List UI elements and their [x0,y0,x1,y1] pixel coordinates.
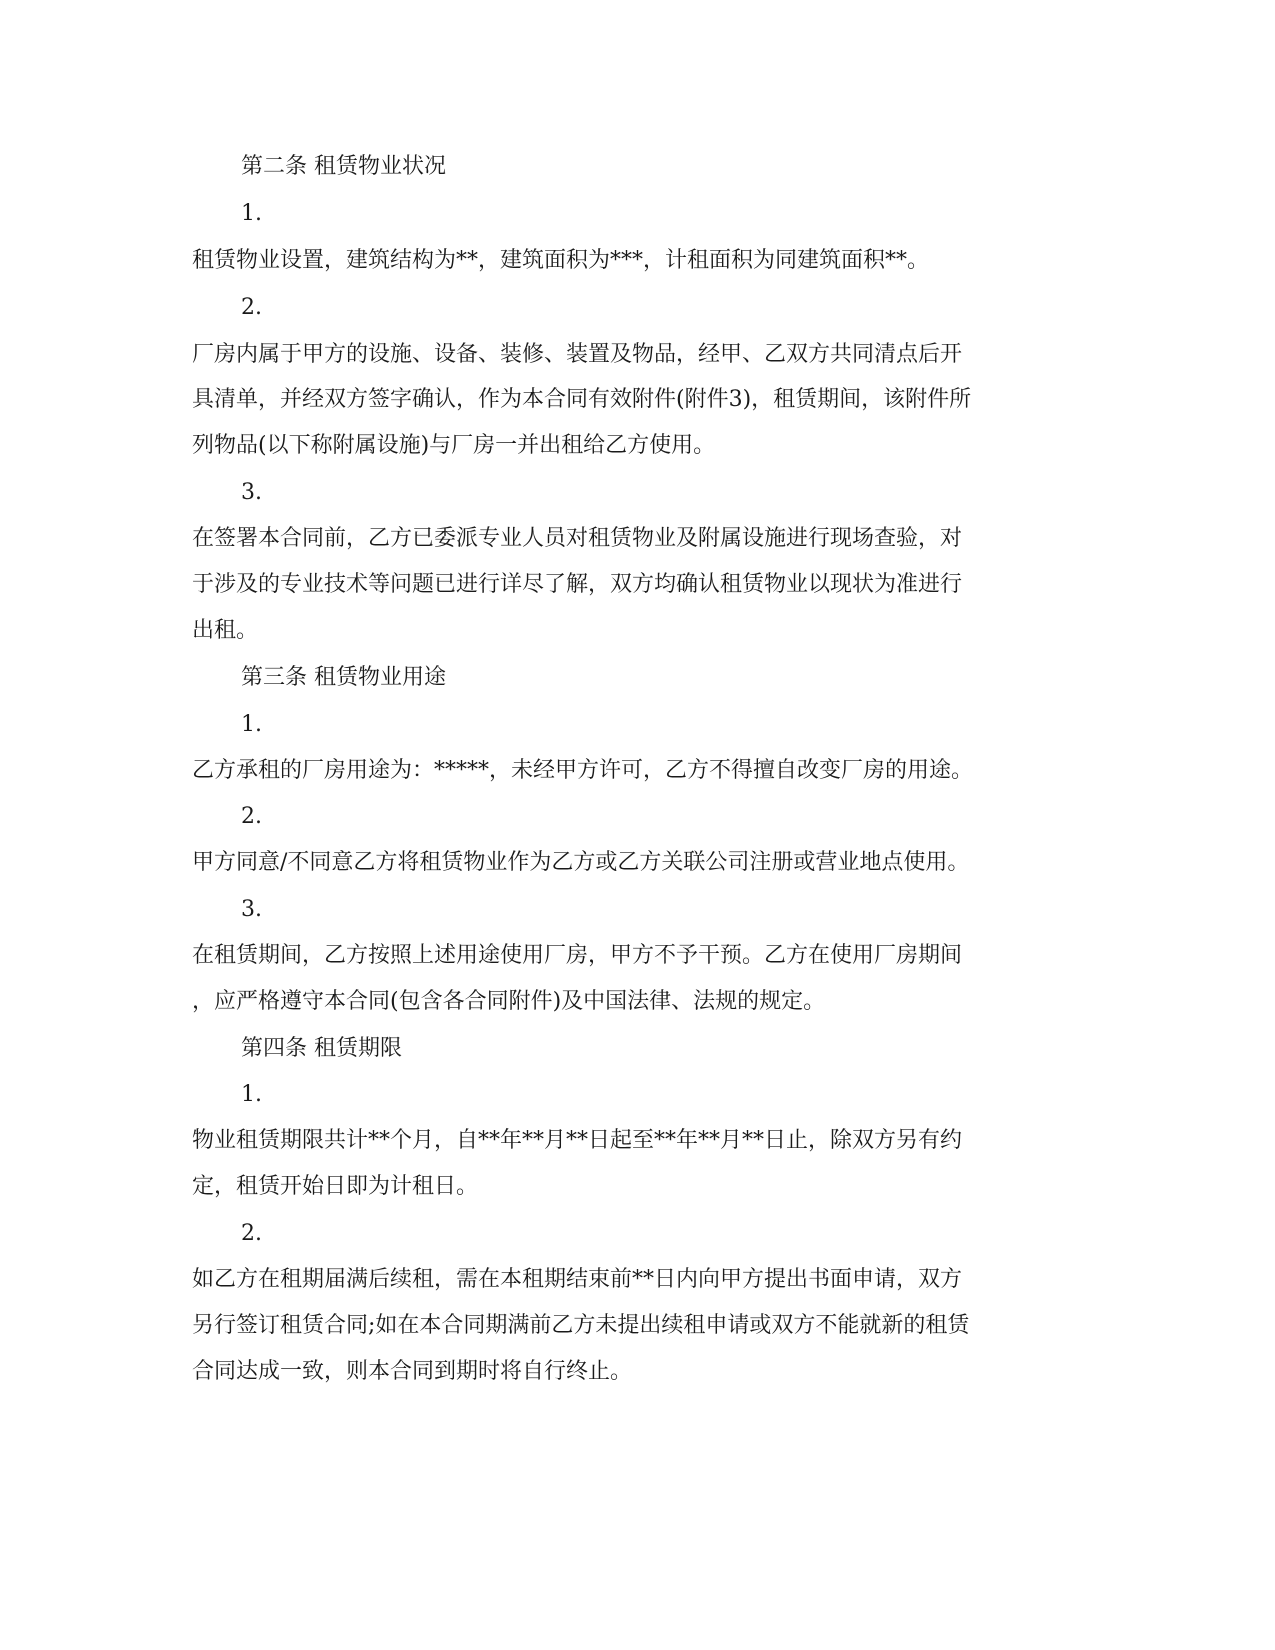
paragraph-line: 乙方承租的厂房用途为：*****，未经甲方许可，乙方不得擅自改变厂房的用途。 [192,758,974,783]
paragraph-line: 合同达成一致，则本合同到期时将自行终止。 [192,1359,633,1384]
paragraph-line: 甲方同意/不同意乙方将租赁物业作为乙方或乙方关联公司注册或营业地点使用。 [192,850,970,875]
paragraph-line: 于涉及的专业技术等问题已进行详尽了解，双方均确认租赁物业以现状为准进行 [192,572,963,597]
article-3-heading: 第三条 租赁物业用途 [241,665,446,690]
paragraph-line: 具清单，并经双方签字确认，作为本合同有效附件(附件3)，租赁期间，该附件所 [192,387,972,412]
clause-number: 2. [241,804,262,829]
clause-number: 1. [241,1082,262,1107]
clause-number: 2. [241,295,262,320]
clause-number: 3. [241,480,262,505]
article-2-heading: 第二条 租赁物业状况 [241,154,446,179]
paragraph-line: ，应严格遵守本合同(包含各合同附件)及中国法律、法规的规定。 [192,989,826,1014]
clause-number: 3. [241,897,262,922]
paragraph-line: 定，租赁开始日即为计租日。 [192,1174,479,1199]
paragraph-line: 另行签订租赁合同;如在本合同期满前乙方未提出续租申请或双方不能就新的租赁 [192,1313,970,1338]
paragraph-line: 出租。 [192,618,259,643]
clause-number: 1. [241,712,262,737]
paragraph-line: 物业租赁期限共计**个月，自**年**月**日起至**年**月**日止，除双方另有约 [192,1128,963,1153]
paragraph-line: 租赁物业设置，建筑结构为**，建筑面积为***，计租面积为同建筑面积**。 [192,248,930,273]
clause-number: 1. [241,201,262,226]
paragraph-line: 在租赁期间，乙方按照上述用途使用厂房，甲方不予干预。乙方在使用厂房期间 [192,943,963,968]
paragraph-line: 如乙方在租期届满后续租，需在本租期结束前**日内向甲方提出书面申请，双方 [192,1267,963,1292]
paragraph-line: 在签署本合同前，乙方已委派专业人员对租赁物业及附属设施进行现场查验，对 [192,526,963,551]
paragraph-line: 列物品(以下称附属设施)与厂房一并出租给乙方使用。 [192,433,716,458]
article-4-heading: 第四条 租赁期限 [241,1036,402,1061]
paragraph-line: 厂房内属于甲方的设施、设备、装修、装置及物品，经甲、乙双方共同清点后开 [192,342,963,367]
clause-number: 2. [241,1221,262,1246]
